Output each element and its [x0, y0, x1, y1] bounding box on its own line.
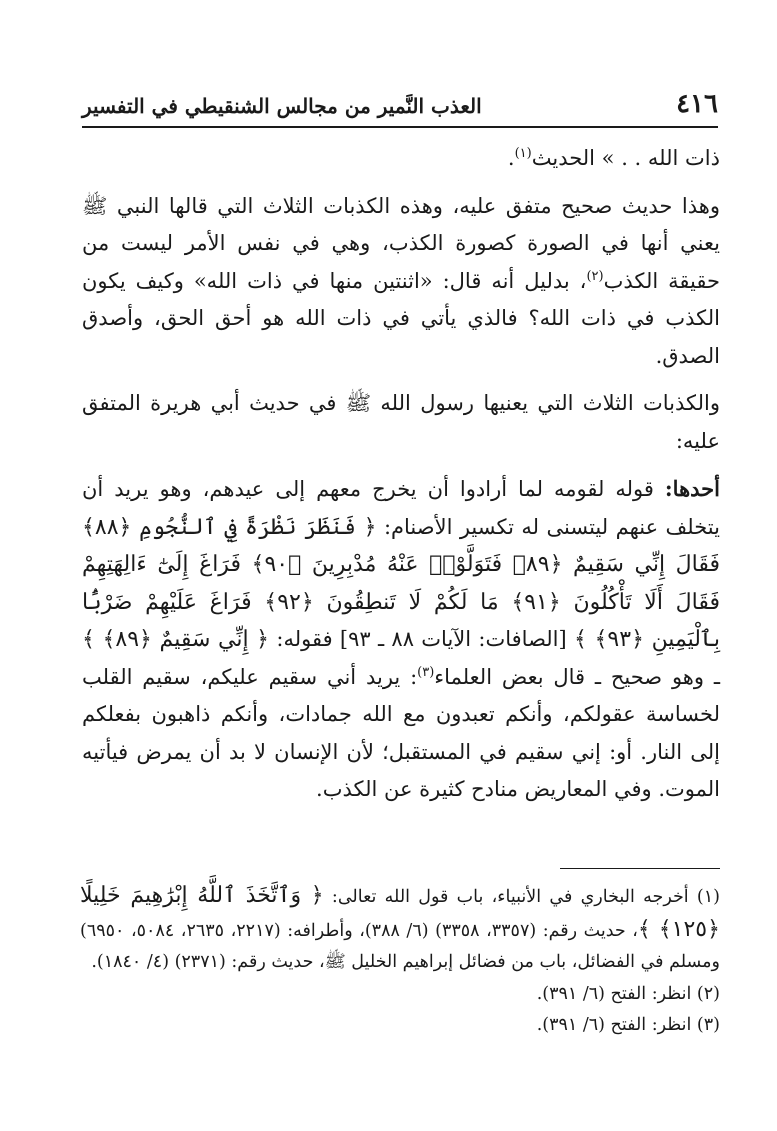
p1-end: . — [507, 146, 515, 170]
quran-verse-saffat: ﴿ فَنَظَرَ نَظْرَةً فِي ٱلنُّجُومِ ﴿٨٨﴾ فَقَالَ إِنِّي سَقِيمٌ ﴿٨٩﴾ فَتَوَلَّوْا۟ عَنْهُ مُدْبِرِينَ ﴿٩٠﴾ فَرَاغَ إِلَىٰٓ ءَالِهَتِهِمْ فَقَالَ أَلَا تَأْكُلُونَ ﴿٩١﴾ مَا لَكُمْ لَا تَنطِقُونَ ﴿٩٢﴾ فَرَاغَ عَلَيْهِمْ ضَرْبًۢا بِٱلْيَمِينِ ﴿٩٣﴾ ﴾ — [82, 514, 721, 652]
footnotes — [80, 880, 720, 1042]
p2-text-b: ، بدليل أنه قال: «اثنتين منها في ذات الله» وكيف يكون الكذب في ذات الله؟ فالذي يأتي في ذات الله هو أحق الحق، وأصدق الصدق. — [82, 268, 720, 368]
header-rule — [82, 126, 718, 128]
running-title: العذب النَّمير من مجالس الشنقيطي في التفسير — [82, 94, 482, 118]
footnote-ref-1[interactable]: (١) — [514, 146, 532, 161]
page-header — [82, 88, 718, 124]
fn1-text-b: ، حديث رقم: (٣٣٥٧، ٣٣٥٨) (٦/ ٣٨٨)، وأطرافه: (٢٢١٧، ٢٦٣٥، ٥٠٨٤، ٦٩٥٠) ومسلم في الفضائل، باب من فضائل إبراهيم الخليل ﷺ، حديث رقم: (٢٣٧١) (٤/ ١٨٤٠). — [80, 920, 720, 972]
p3-text: والكذبات الثلاث التي يعنيها رسول الله ﷺ في حديث أبي هريرة المتفق عليه: — [82, 391, 720, 453]
page-number: ٤١٦ — [676, 89, 718, 119]
paragraph-1 — [82, 140, 720, 178]
p4-lead: أحدها: — [664, 476, 720, 501]
footnote-ref-3[interactable]: (٣) — [417, 664, 435, 680]
p1-text: ذات الله . . » الحديث — [531, 146, 720, 170]
footnote-1 — [80, 880, 720, 979]
quran-verse-inni-saqim: ﴿ إِنِّي سَقِيمٌ ﴿٨٩﴾ ﴾ — [82, 627, 270, 652]
p4-text-d: : يريد أني سقيم عليكم، سقيم القلب لخساسة عقولكم، وأنكم تعبدون مع الله جمادات، وأنكم ذاهبون بفعلكم إلى النار. أو: إني سقيم في المستقبل؛ لأن الإنسان لا بد أن يمرض فيأتيه الموت. وفي المعاريض منادح كثيرة عن الكذب. — [82, 664, 720, 801]
main-text — [82, 140, 720, 809]
footnote-ref-2[interactable]: (٢) — [586, 268, 604, 284]
footnote-3: (٣) انظر: الفتح (٦/ ٣٩١). — [536, 1015, 720, 1035]
p4-text-a: قوله لقومه لما أرادوا أن يخرج معهم إلى عيدهم، وهو يريد أن يتخلف عنهم ليتسنى له تكسير الأصنام: — [82, 477, 720, 539]
fn1-text-a: (١) أخرجه البخاري في الأنبياء، باب قول الله تعالى: — [323, 887, 720, 907]
paragraph-4 — [82, 470, 720, 809]
footnote-2: (٢) انظر: الفتح (٦/ ٣٩١). — [536, 983, 720, 1004]
paragraph-2 — [82, 188, 720, 376]
fn1-quran-verse: ﴿ وَٱتَّخَذَ ٱللَّهُ إِبْرَٰهِيمَ خَلِيلًا ﴿١٢٥﴾ ﴾ — [80, 883, 720, 942]
paragraph-3 — [82, 385, 720, 460]
footnote-separator — [560, 868, 720, 869]
p4-text-b: [الصافات: الآيات ٨٨ ـ ٩٣] فقوله: — [269, 627, 575, 651]
p2-text: وهذا حديث صحيح متفق عليه، وهذه الكذبات الثلاث التي قالها النبي ﷺ يعني أنها في الصورة كصورة الكذب، وهي في نفس الأمر ليست من حقيقة الكذب — [82, 193, 720, 293]
p4-text-c: ـ وهو صحيح ـ قال بعض العلماء — [434, 664, 720, 689]
